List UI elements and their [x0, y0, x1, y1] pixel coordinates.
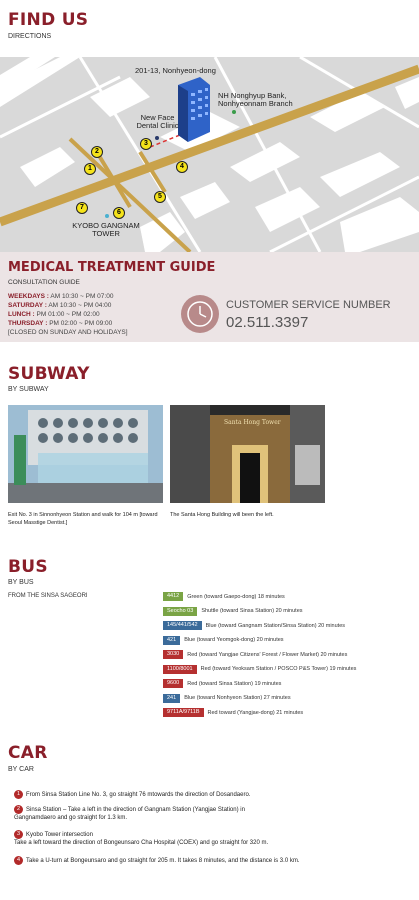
closed-note: [CLOSED ON SUNDAY AND HOLIDAYS] [8, 329, 128, 336]
exit-marker-1: 1 [84, 163, 96, 175]
bus-route-row [163, 636, 284, 645]
bus-route-row [163, 592, 285, 601]
exit-marker-6: 6 [113, 207, 125, 219]
bus-route-text: Red (toward Sinsa Station) 19 minutes [187, 680, 282, 687]
bus-route-row [163, 621, 345, 630]
map-address-label: 201-13, Nonhyeon-dong [135, 66, 216, 75]
building-sign: Santa Hong Tower [224, 419, 281, 426]
bus-number-badge: 1100/8001 [163, 665, 197, 674]
hours-thursday: THURSDAY : PM 02:00 ~ PM 09:00 [8, 320, 113, 327]
subway-photo2-caption: The Santa Hong Building will been the left. [170, 512, 274, 518]
bus-route-text: Red toward (Yangjae-dong) 21 minutes [207, 709, 304, 716]
subway-subtitle: BY SUBWAY [8, 386, 49, 393]
subway-title: SUBWAY [8, 364, 90, 384]
car-step-1: 1 From Sinsa Station Line No. 3, go straight 76 mtowards the direction of Dosandaero. [14, 790, 250, 799]
exit-marker-3: 3 [140, 138, 152, 150]
hours-lunch: LUNCH : PM 01:00 ~ PM 02:00 [8, 311, 100, 318]
bus-route-text: Red (toward Yeoksam Station / POSCO P&S Tower) 19 minutes [200, 666, 357, 672]
step-number-2: 2 [14, 805, 23, 814]
map-streets [0, 57, 419, 252]
guide-subtitle: CONSULTATION GUIDE [8, 279, 80, 286]
bus-route-text: Blue (toward Gangnam Station/Sinsa Station) 20 minutes [205, 622, 346, 629]
bus-number-badge: 4412 [163, 592, 183, 601]
bus-route-row [163, 679, 281, 688]
find-us-title: FIND US [8, 10, 89, 30]
customer-service-label: CUSTOMER SERVICE NUMBER [226, 299, 391, 311]
clock-icon [181, 295, 219, 333]
step-number-3: 3 [14, 830, 23, 839]
bus-route-text: Blue (toward Yeomgok-dong) 20 minutes [184, 637, 284, 643]
bus-route-text: Red (toward Yangjae Citizens' Forest / Flower Market) 20 minutes [187, 651, 348, 658]
building-icon [178, 77, 210, 142]
phone-number[interactable]: 02.511.3397 [226, 314, 309, 331]
exit-marker-5: 5 [154, 191, 166, 203]
bus-number-badge: 241 [163, 694, 180, 703]
car-subtitle: BY CAR [8, 766, 34, 773]
step-number-4: 4 [14, 856, 23, 865]
bus-number-badge: 3030 [163, 650, 183, 659]
map-bank-label: NH Nonghyup Bank, Nonhyeonnam Branch [218, 91, 293, 108]
hours-list [8, 292, 128, 337]
find-us-subtitle: DIRECTIONS [8, 33, 52, 40]
bus-route-row [163, 665, 356, 674]
bus-number-badge: Seocho 03 [163, 607, 197, 616]
car-title: CAR [8, 743, 48, 763]
hours-saturday: SATURDAY : AM 10:30 ~ PM 04:00 [8, 302, 112, 309]
exit-marker-7: 7 [76, 202, 88, 214]
bus-route-text: Shuttle (toward Sinsa Station) 20 minutes [201, 608, 303, 614]
bus-number-badge: 421 [163, 636, 180, 645]
subway-exit-photo [8, 405, 163, 503]
treatment-guide-panel [0, 252, 419, 342]
bus-route-row [163, 607, 303, 616]
bus-route-row [163, 708, 303, 717]
bus-route-text: Green (toward Gaepo-dong) 18 minutes [187, 593, 285, 600]
exit-marker-4: 4 [176, 161, 188, 173]
step-number-1: 1 [14, 790, 23, 799]
guide-title: MEDICAL TREATMENT GUIDE [8, 260, 216, 275]
hours-weekdays: WEEKDAYS : AM 10:30 ~ PM 07:00 [8, 293, 114, 300]
bus-subtitle: BY BUS [8, 579, 34, 586]
car-step-4: 4 Take a U-turn at Bongeunsaro and go straight for 205 m. It takes 8 minutes, and the distance is 3.0 km. [14, 856, 299, 865]
bus-route-row [163, 694, 291, 703]
subway-photo1-caption: Exit No. 3 in Sinnonhyeon Station and walk for 104 m [toward Seoul Masstige Dentist.] [8, 512, 158, 526]
location-map[interactable] [0, 57, 419, 252]
bus-number-badge: 9711A/9711B [163, 708, 204, 717]
map-tower-label: KYOBO GANGNAM TOWER [72, 221, 140, 238]
bus-from-label: FROM THE SINSA SAGEORI [8, 593, 88, 599]
map-clinic-label: New Face Dental Clinic [136, 113, 179, 130]
bus-route-text: Blue (toward Nonhyeon Station) 27 minutes [184, 695, 291, 701]
building-entrance-photo [170, 405, 325, 503]
bus-route-row [163, 650, 347, 659]
car-step-3: 3 Kyobo Tower intersection Take a left toward the direction of Bongeunsaro Cha Hospital (COEX) and go straight for 320 m. [14, 831, 269, 847]
car-step-2: 2 Sinsa Station – Take a left in the direction of Gangnam Station (Yangjae Station) in Gangnamdaero and go straight for 1.3 km. [14, 806, 245, 822]
exit-marker-2: 2 [91, 146, 103, 158]
bus-title: BUS [8, 557, 48, 577]
bus-number-badge: 9600 [163, 679, 183, 688]
bus-number-badge: 145/441/542 [163, 621, 202, 630]
